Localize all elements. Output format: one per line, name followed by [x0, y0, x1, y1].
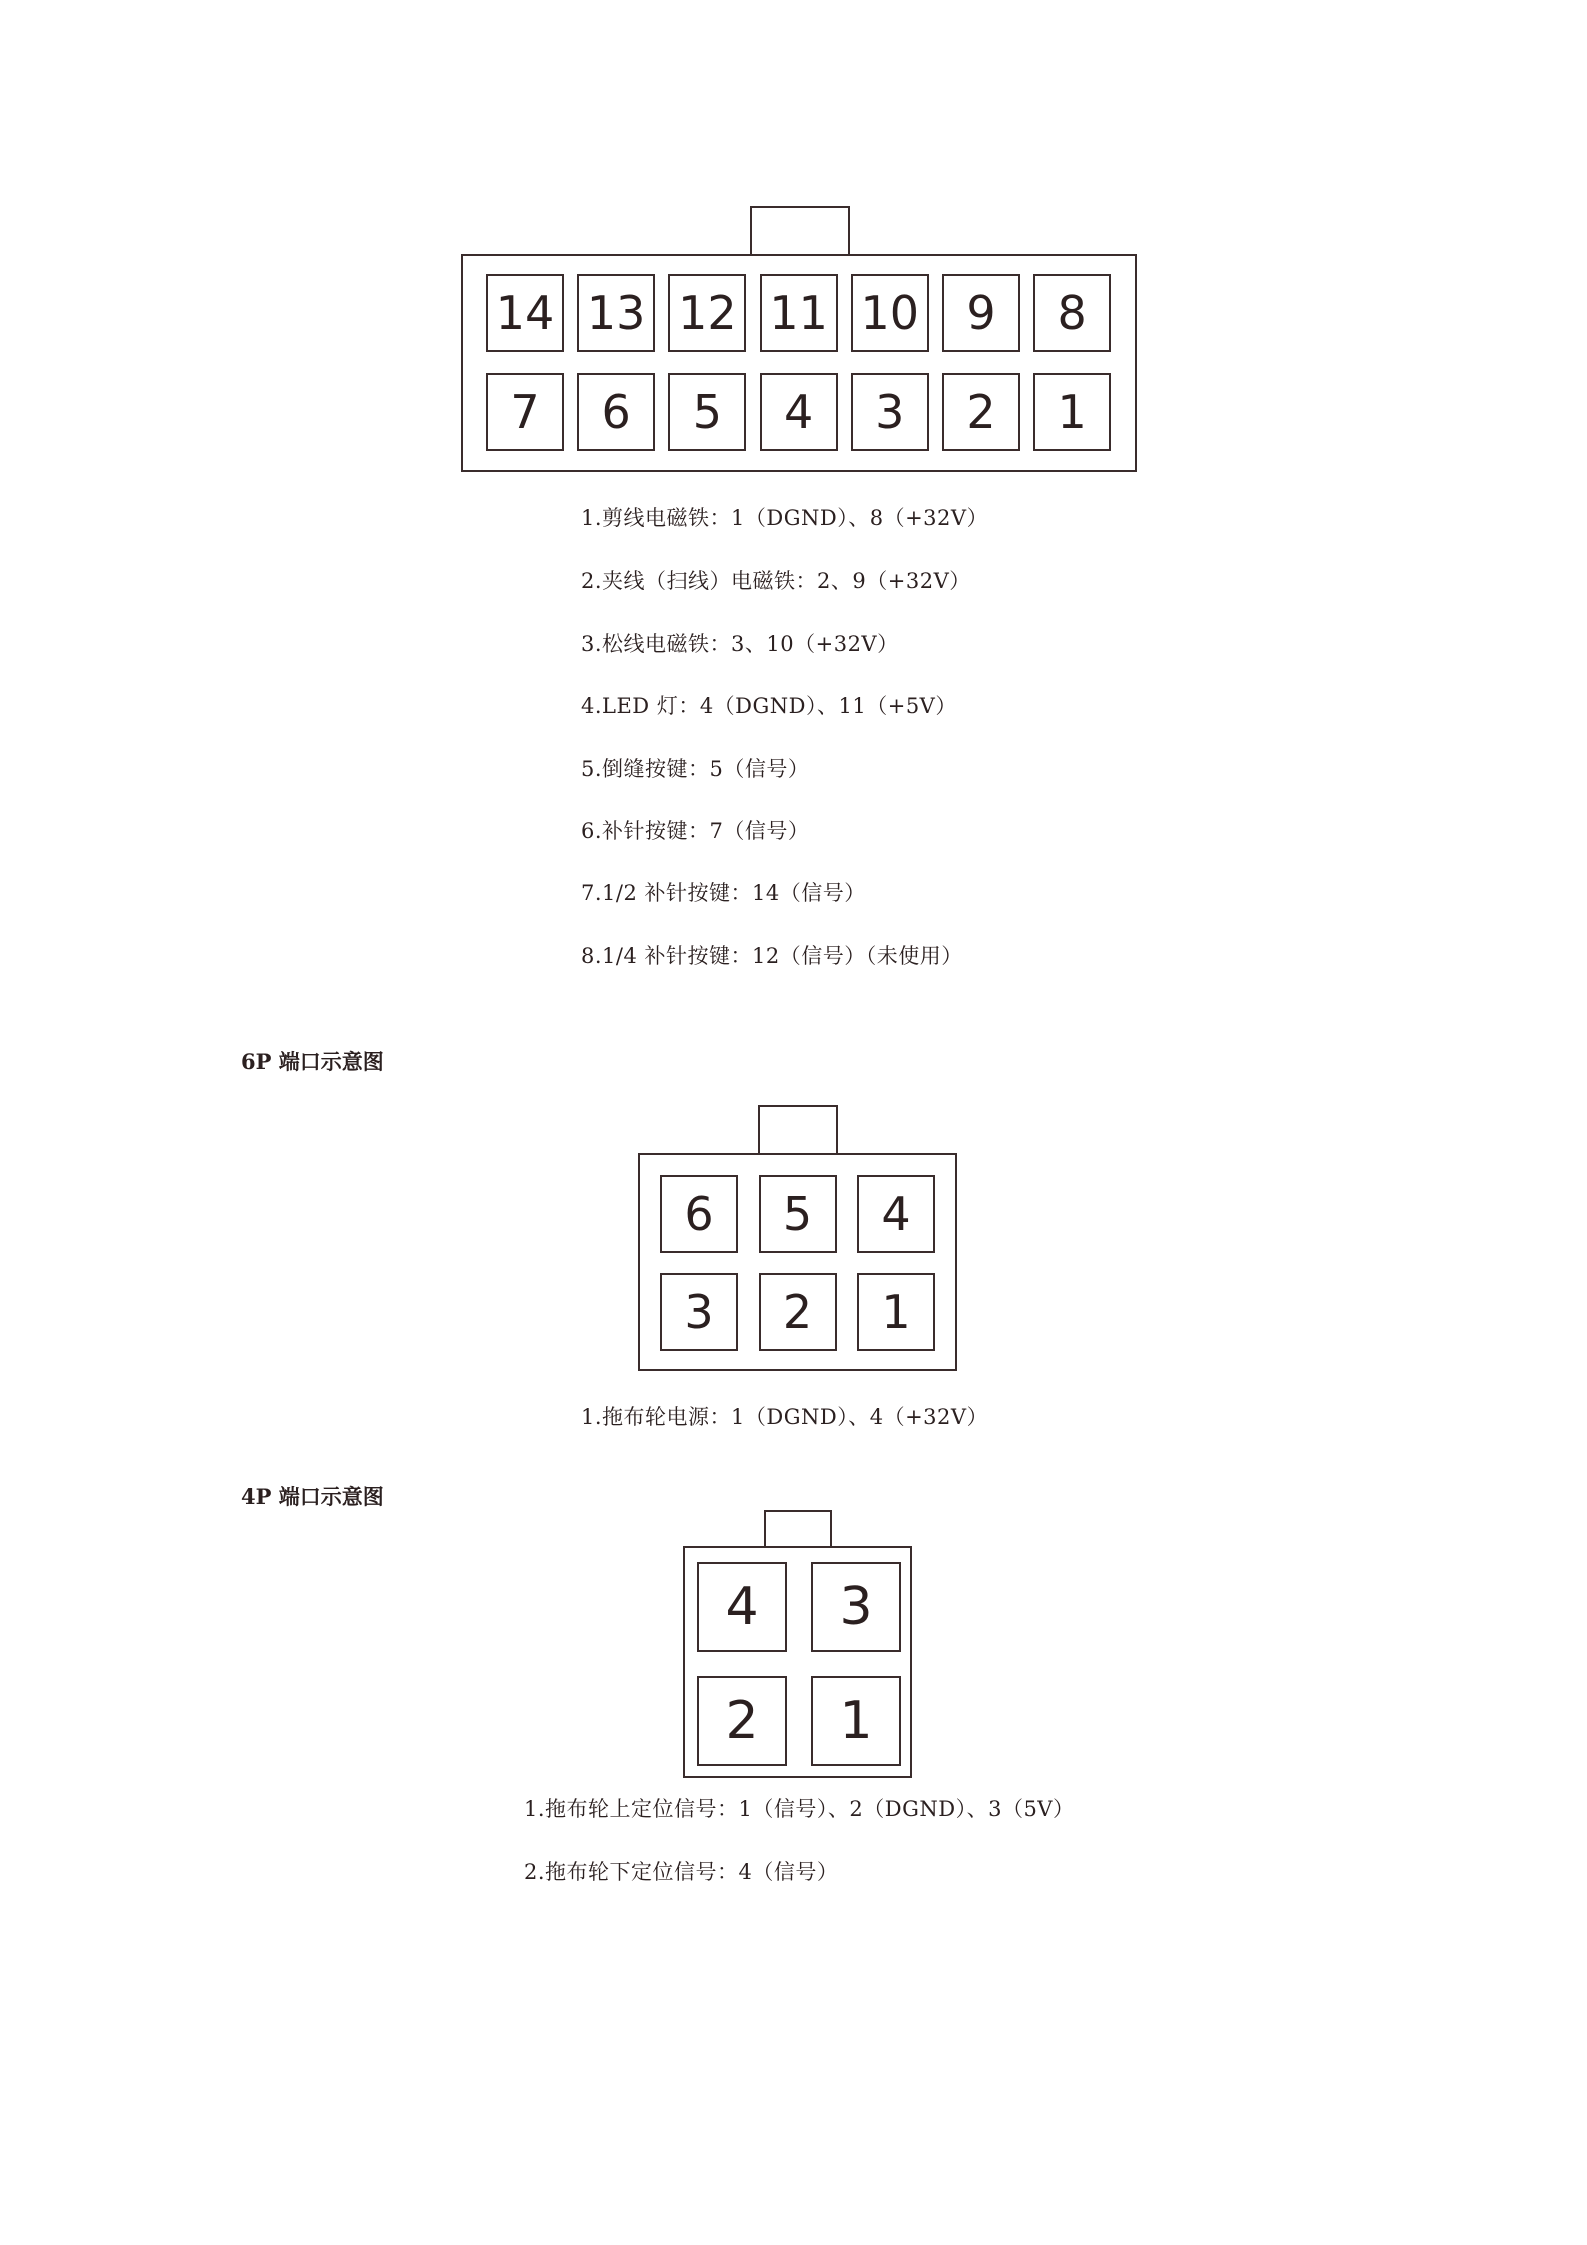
pin-number-3: 3 — [851, 373, 929, 451]
pin-number-6: 6 — [577, 373, 655, 451]
pin-number-12: 12 — [668, 274, 746, 352]
pin-number-8: 8 — [1033, 274, 1111, 352]
pin-description: 6.补针按键：7（信号） — [581, 819, 810, 843]
pin-number-1: 1 — [1033, 373, 1111, 451]
connector-latch — [750, 206, 850, 256]
section-heading-4p: 4P 端口示意图 — [241, 1484, 384, 1509]
pin-description: 7.1/2 补针按键：14（信号） — [581, 881, 866, 905]
pin-number-5: 5 — [668, 373, 746, 451]
pin-number-4: 4 — [697, 1562, 787, 1652]
pin-number-2: 2 — [942, 373, 1020, 451]
pin-number-2: 2 — [697, 1676, 787, 1766]
pin-number-5: 5 — [759, 1175, 837, 1253]
pin-number-6: 6 — [660, 1175, 738, 1253]
pin-number-14: 14 — [486, 274, 564, 352]
pin-description: 1.剪线电磁铁：1（DGND）、8（+32V） — [581, 506, 989, 530]
pin-number-2: 2 — [759, 1273, 837, 1351]
pin-number-13: 13 — [577, 274, 655, 352]
pin-description: 4.LED 灯：4（DGND）、11（+5V） — [581, 694, 957, 718]
pin-description: 3.松线电磁铁：3、10（+32V） — [581, 632, 899, 656]
pin-description: 2.夹线（扫线）电磁铁：2、9（+32V） — [581, 569, 971, 593]
pin-number-4: 4 — [857, 1175, 935, 1253]
pin-description: 1.拖布轮上定位信号：1（信号）、2（DGND）、3（5V） — [524, 1797, 1075, 1821]
connector-latch — [764, 1510, 832, 1548]
connector-latch — [758, 1105, 838, 1155]
pin-number-3: 3 — [811, 1562, 901, 1652]
pin-description: 2.拖布轮下定位信号：4（信号） — [524, 1860, 839, 1884]
pin-number-7: 7 — [486, 373, 564, 451]
pin-number-1: 1 — [857, 1273, 935, 1351]
pin-number-10: 10 — [851, 274, 929, 352]
pin-number-4: 4 — [760, 373, 838, 451]
pin-description: 5.倒缝按键：5（信号） — [581, 757, 810, 781]
pin-number-9: 9 — [942, 274, 1020, 352]
pin-number-11: 11 — [760, 274, 838, 352]
pin-number-3: 3 — [660, 1273, 738, 1351]
pin-description: 1.拖布轮电源：1（DGND）、4（+32V） — [581, 1405, 989, 1429]
pin-description: 8.1/4 补针按键：12（信号）（未使用） — [581, 944, 963, 968]
pin-number-1: 1 — [811, 1676, 901, 1766]
section-heading-6p: 6P 端口示意图 — [241, 1049, 384, 1074]
